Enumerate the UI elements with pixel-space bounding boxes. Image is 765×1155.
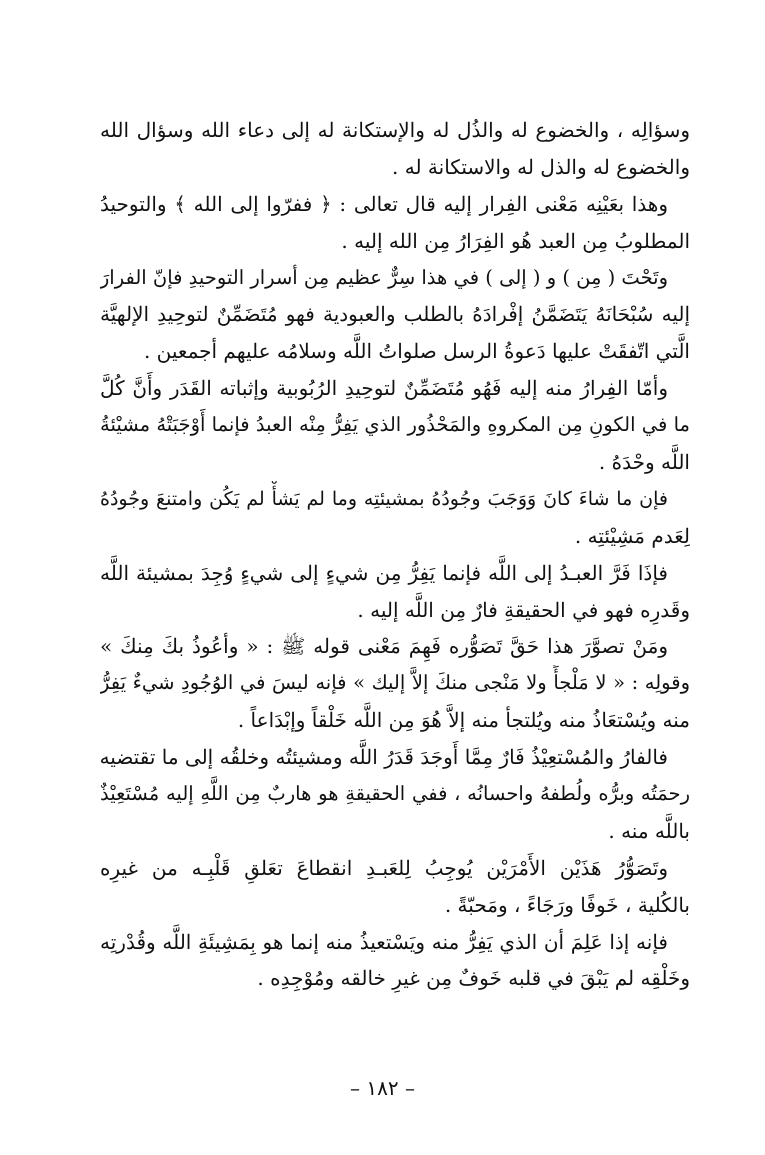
text-line: وسؤالِه ، والخضوع له والذُل له والإستكانة له إلى دعاء الله وسؤال الله	[100, 118, 690, 142]
text-line: إليه سُبْحَانَهُ يَتَضَمَّنُ إفْرادَهُ بالطلب والعبودية فهو مُتَضَمِّنٌ لتوحِيدِ الإلهيَّة	[100, 302, 690, 327]
text-line: المطلوبُ مِن العبد هُو الفِرَارُ مِن الله إليه .	[341, 228, 690, 253]
body-text	[100, 112, 690, 997]
text-line: وأمّا الفِرارُ منه إليه فَهُو مُتَضَمِّنٌ لتوحِيدِ الرُبُوبية وإثباته القَدَر وأَنَّ كُلَّ	[100, 376, 668, 401]
text-line: ما في الكونِ مِن المكروهِ والمَحْذُور الذي يَفِرُّ مِنْه العبدُ فإنما أَوْجَبَتْهُ مشيْئةُ	[100, 413, 690, 437]
text-line: وتَصَوُّرُ هَذَيْن الأَمْرَيْن يُوجِبُ لِلعَبـدِ انقطاعَ تعَلقِ قَلْبِـه من غيرِه	[100, 855, 668, 880]
text-line: ومَنْ تصوَّرَ هذا حَقَّ تَصَوُّره فَهِمَ مَعْنى قوله ﷺ : « وأعُوذُ بكَ مِنكَ »	[100, 634, 668, 659]
text-line: الَّتي اتّفقَتْ عليها دَعوةُ الرسل صلواتُ اللَّه وسلامُه عليهم أجمعين .	[143, 339, 690, 364]
text-line: والخضوع له والذل له والاستكانة له .	[392, 154, 690, 179]
text-line: فإذَا فَرَّ العبـدُ إلى اللَّه فإنما يَفِرُّ مِن شيءٍ إلى شيءٍ وُجِدَ بمشيئة اللَّه	[100, 560, 668, 585]
text-line: اللَّه وحْدَهُ .	[598, 450, 690, 475]
text-line: باللَّه منه .	[608, 818, 690, 843]
page-number: – ١٨٢ –	[350, 1076, 415, 1100]
text-line: وقولِه : « لا مَلْجأً ولا مَنْجى منكَ إلاَّ إليك » فإنه ليسَ في الوُجُودِ شيءٌ يَفِرُّ	[100, 671, 690, 695]
text-line: فالفارُ والمُسْتعِيْذُ فَارٌ مِمَّا أَوجَدَ قَدَرُ اللَّه ومشيئتُه وخلقُه إلى ما تقتضيه	[100, 745, 668, 770]
text-line: فإن ما شاءَ كانَ وَوَجَبَ وجُودُهُ بمشيئتِه وما لم يَشأْ لم يَكُن وامتنعَ وجُودُهُ	[100, 487, 668, 510]
text-line: وهذا بعَيْنِه مَعْنى الفِرار إليه قال تعالى : ﴿ ففرّوا إلى الله ﴾ والتوحيدُ	[100, 191, 668, 216]
text-line: رحمَتُه وبرُّه ولُطفهُ واحسانُه ، ففي الحقيقةِ هو هاربٌ مِن اللَّهِ إليه مُسْتَعِيْذٌ	[100, 782, 690, 806]
text-line: منه ويُسْتعَاذُ منه ويُلتجأ منه إلاَّ هُوَ مِن اللَّه خَلْقاً وإبْدَاعاً .	[237, 708, 690, 733]
text-line: بالكُلية ، خَوفًا ورَجَاءً ، ومَحبّةً .	[444, 892, 690, 917]
text-line: لِعَدم مَشِيْئتِه .	[574, 523, 690, 548]
text-line: وتَحْتَ ( مِن ) و ( إلى ) في هذا سِرٌّ عظيم مِن أسرار التوحيدِ فإنّ الفرارَ	[100, 265, 668, 289]
text-line: وقَدرِه فهو في الحقيقةِ فارٌ مِن اللَّه إليه .	[357, 597, 690, 622]
text-line: فإنه إذا عَلِمَ أن الذي يَفِرُّ منه ويَسْتعيذُ منه إنما هو بِمَشِيئَةِ اللَّه وقُدْرتِه	[100, 929, 668, 954]
text-line: وخَلْقِه لم يَبْقَ في قلبه خَوفٌ مِن غيرِ خالقه ومُوْجِدِه .	[257, 966, 690, 991]
